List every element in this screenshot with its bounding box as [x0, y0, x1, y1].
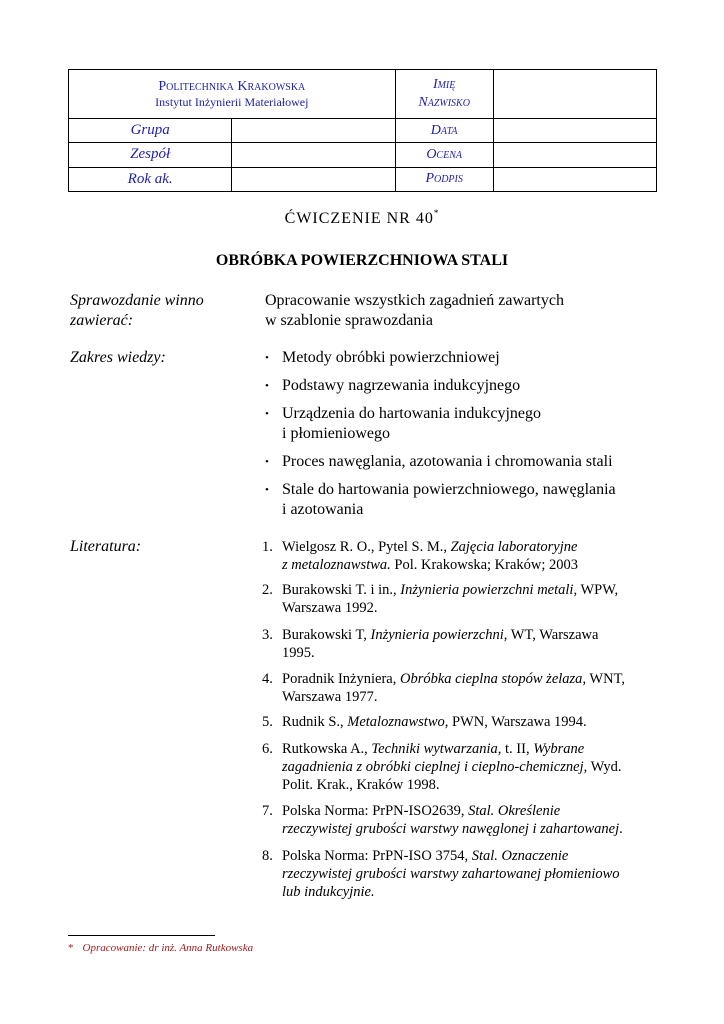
nazwisko-label: Nazwisko [418, 95, 470, 110]
ref-text: Burakowski T, [282, 627, 371, 643]
literature-label: Literatura: [70, 538, 142, 555]
literature-item [262, 581, 662, 617]
ref-title: Stal. Oznaczenie [471, 848, 569, 864]
report-text-line1: Opracowanie wszystkich zagadnień zawartych [265, 292, 564, 309]
literature-number: 5. [262, 714, 273, 730]
scope-item [265, 452, 665, 472]
ref-text-cont: Polit. Krak., Kraków 1998. [282, 777, 440, 793]
name-value-cell [493, 70, 656, 119]
ref-title: Wybrane [533, 741, 585, 757]
footnote-mark: * [68, 942, 74, 954]
literature-item [262, 538, 662, 574]
scope-item-text: Podstawy nagrzewania indukcyjnego [282, 377, 521, 394]
ocena-label: Ocena [395, 143, 493, 167]
literature-number: 7. [262, 803, 273, 819]
data-label: Data [395, 119, 493, 143]
literature-item [262, 626, 662, 662]
name-label-cell [395, 70, 493, 119]
ref-text: , t. II, [497, 741, 534, 757]
ref-text: , WT, Warszawa [503, 627, 599, 643]
institution-name: Politechnika Krakowska [158, 79, 306, 94]
rok-value-cell [232, 167, 395, 191]
exercise-number [0, 210, 724, 228]
ref-text-cont: Pol. Krakowska; Kraków; 2003 [390, 557, 579, 573]
report-text [265, 291, 665, 331]
literature-number: 4. [262, 671, 273, 687]
ref-text-cont: Warszawa 1992. [282, 600, 378, 616]
podpis-label: Podpis [395, 167, 493, 191]
bullet-icon: • [265, 380, 269, 392]
literature-item [262, 802, 662, 838]
scope-item-text-cont: i azotowania [282, 501, 364, 518]
bullet-icon: • [265, 408, 269, 420]
zespol-value-cell [232, 143, 395, 167]
report-label-line1: Sprawozdanie winno [70, 292, 204, 309]
literature-item [262, 713, 662, 731]
header-table [68, 69, 657, 192]
ref-title: Zajęcia laboratoryjne [450, 539, 578, 555]
grupa-label: Grupa [69, 119, 232, 143]
ref-title: Inżynieria powierzchni metali [400, 582, 574, 598]
ref-text: , PWN, Warszawa 1994. [444, 714, 587, 730]
footnote [68, 942, 253, 954]
footnote-separator [68, 935, 215, 936]
scope-item [265, 404, 665, 444]
institution-cell [69, 70, 396, 119]
literature-number: 1. [262, 539, 273, 555]
zespol-label: Zespół [69, 143, 232, 167]
ref-title-cont: z metaloznawstwa. [282, 557, 391, 573]
imie-label: Imię [432, 77, 456, 92]
report-label-line2: zawierać: [70, 312, 134, 329]
literature-item [262, 847, 662, 901]
ref-title-cont: rzeczywistej grubości warstwy zahartowanej płomieniowo [282, 866, 620, 882]
ref-title-cont: rzeczywistej grubości warstwy nawęglonej i zahartowanej [282, 821, 620, 837]
ref-title: Inżynieria powierzchni [370, 627, 504, 643]
scope-label: Zakres wiedzy: [70, 349, 166, 366]
ref-text: Polska Norma: PrPN-ISO 3754, [282, 848, 472, 864]
scope-item-text: Stale do hartowania powierzchniowego, nawęglania [282, 481, 616, 498]
literature-number: 6. [262, 741, 273, 757]
ref-text-cont: . [619, 821, 623, 837]
ref-text: Rutkowska A., [282, 741, 372, 757]
ref-title: Stal. Określenie [468, 803, 561, 819]
footnote-ref-mark: * [433, 208, 440, 218]
bullet-icon: • [265, 484, 269, 496]
footnote-text: Opracowanie: dr inż. Anna Rutkowska [82, 942, 254, 954]
ref-text-cont: Warszawa 1977. [282, 689, 378, 705]
ocena-value-cell [493, 143, 656, 167]
ref-text: Polska Norma: PrPN-ISO2639, [282, 803, 469, 819]
bullet-icon: • [265, 352, 269, 364]
report-label [70, 291, 204, 331]
podpis-value-cell [493, 167, 656, 191]
scope-item [265, 348, 665, 368]
exercise-number-text: ĆWICZENIE NR 40 [284, 210, 434, 227]
ref-text: Rudnik S., [282, 714, 348, 730]
scope-item [265, 480, 665, 520]
ref-text-cont: , Wyd. [583, 759, 622, 775]
department-name: Instytut Inżynierii Materiałowej [155, 95, 309, 109]
ref-text: , WNT, [582, 671, 625, 687]
ref-text: Poradnik Inżyniera, [282, 671, 400, 687]
bullet-icon: • [265, 456, 269, 468]
scope-item-text: Proces nawęglania, azotowania i chromowania stali [282, 453, 613, 470]
literature-item [262, 670, 662, 706]
scope-item-text-cont: i płomieniowego [282, 425, 390, 442]
ref-title-cont: lub indukcyjnie. [282, 884, 375, 900]
literature-number: 3. [262, 627, 273, 643]
grupa-value-cell [232, 119, 395, 143]
report-text-line2: w szablonie sprawozdania [265, 312, 433, 329]
ref-title: Obróbka cieplna stopów żelaza [399, 671, 583, 687]
scope-item-text: Urządzenia do hartowania indukcyjnego [282, 405, 542, 422]
literature-number: 2. [262, 582, 273, 598]
data-value-cell [493, 119, 656, 143]
exercise-title: OBRÓBKA POWIERZCHNIOWA STALI [215, 252, 509, 269]
ref-text: Wielgosz R. O., Pytel S. M., [282, 539, 451, 555]
ref-title-cont: zagadnienia z obróbki cieplnej i cieplno-chemicznej [282, 759, 584, 775]
literature-item [262, 740, 662, 794]
ref-text: Burakowski T. i in., [282, 582, 401, 598]
ref-text-cont: 1995. [282, 645, 315, 661]
scope-item-text: Metody obróbki powierzchniowej [282, 349, 500, 366]
scope-item [265, 376, 665, 396]
ref-text: , WPW, [573, 582, 619, 598]
rok-label: Rok ak. [69, 167, 232, 191]
literature-number: 8. [262, 848, 273, 864]
ref-title: Techniki wytwarzania [371, 741, 498, 757]
ref-title: Metaloznawstwo [347, 714, 445, 730]
